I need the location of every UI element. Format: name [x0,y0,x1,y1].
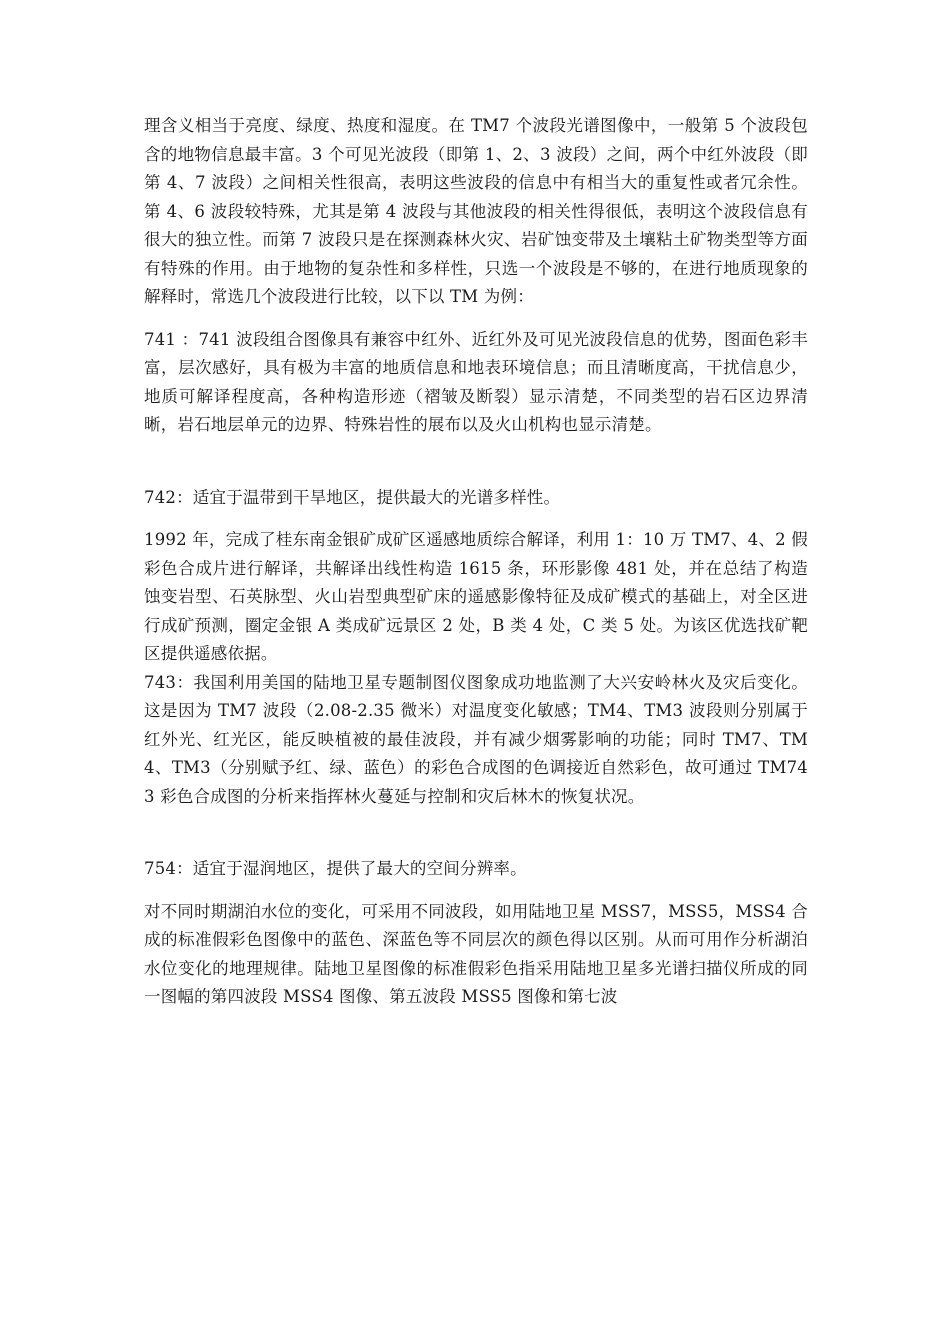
paragraph-754: 754：适宜于湿润地区，提供了最大的空间分辨率。 [144,859,527,878]
paragraph-743: 743：我国利用美国的陆地卫星专题制图仪图象成功地监测了大兴安岭林火及灾后变化。这是因为 TM7 波段（2.08-2.35 微米）对温度变化敏感；TM4、TM3 波段则分别属于红外光、红光区，能反映植被的最佳波段，并有减少烟雾影响的功能；同时 TM7、TM4、TM3（分别赋予红、绿、蓝色）的彩色合成图的色调接近自然彩色，故可通过 TM743 彩色合成图的分析来指挥林火蔓延与控制和灾后林木的恢复状况。 [144,672,808,806]
paragraph-spacer [144,512,808,526]
paragraph-742: 742：适宜于温带到干旱地区，提供最大的光谱多样性。 [144,487,561,507]
paragraph-1992: 1992 年，完成了桂东南金银矿成矿区遥感地质综合解译，利用 1：10 万 TM7、4、2 假彩色合成片进行解译，共解译出线性构造 1615 条，环形影像 481 处，并在总结了构造蚀变岩型、石英脉型、火山岩型典型矿床的遥感影像特征及成矿模式的基础上，对全区进行成矿预测，圈定金银 A 类成矿远景区 2 处，B 类 4 处，C 类 5 处。为该区优选找矿靶区提供遥感依据。 [144,530,808,663]
paragraph-spacer [144,440,808,484]
paragraph-spacer [144,811,808,855]
paragraph-spacer [144,884,808,898]
paragraph-spacer [144,312,808,326]
paragraph-band-info: 理含义相当于亮度、绿度、热度和湿度。在 TM7 个波段光谱图像中，一般第 5 个波段包含的地物信息最丰富。3 个可见光波段（即第 1、2、3 波段）之间，两个中红外波段（即第 4、7 波段）之间相关性很高，表明这些波段的信息中有相当大的重复性或者冗余性。第 4、6 波段较特殊，尤其是第 4 波段与其他波段的相关性得很低，表明这个波段信息有很大的独立性。而第 7 波段只是在探测森林火灾、岩矿蚀变带及土壤粘土矿物类型等方面有特殊的作用。由于地物的复杂性和多样性，只选一个波段是不够的，在进行地质现象的解释时，常选几个波段进行比较，以下以 TM 为例： [144,116,808,306]
paragraph-lake-level: 对不同时期湖泊水位的变化，可采用不同波段，如用陆地卫星 MSS7，MSS5，MSS4 合成的标准假彩色图像中的蓝色、深蓝色等不同层次的颜色得以区别。从而可用作分析湖泊水位变化的地理规律。陆地卫星图像的标准假彩色指采用陆地卫星多光谱扫描仪所成的同一图幅的第四波段 MSS4 图像、第五波段 MSS5 图像和第七波 [144,901,808,1006]
document-body [144,112,808,1012]
paragraph-741: 741 ：741 波段组合图像具有兼容中红外、近红外及可见光波段信息的优势，图面色彩丰富，层次感好，具有极为丰富的地质信息和地表环境信息；而且清晰度高，干扰信息少，地质可解译程度高，各种构造形迹（褶皱及断裂）显示清楚，不同类型的岩石区边界清晰，岩石地层单元的边界、特殊岩性的展布以及火山机构也显示清楚。 [144,329,808,434]
